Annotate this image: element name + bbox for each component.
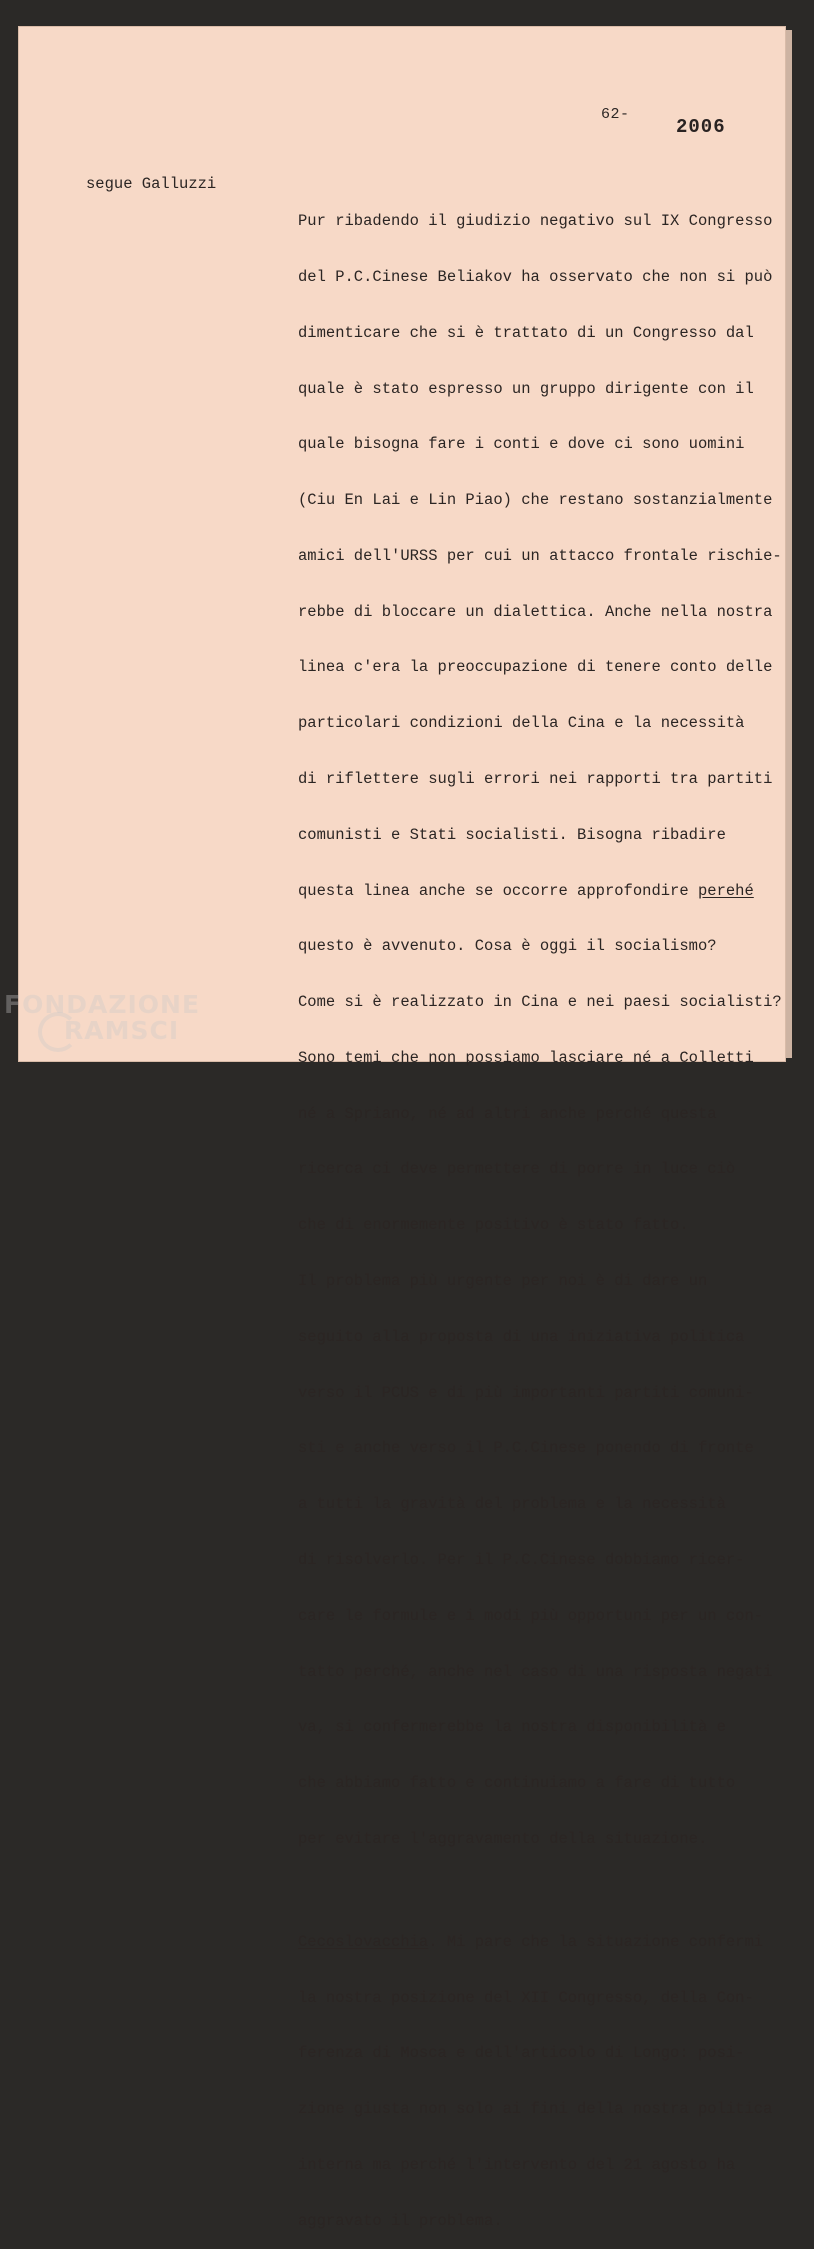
- text-line: Sono temi che non possiamo lasciare né a Colletti: [298, 1048, 754, 1067]
- text-line: tatto perché, anche nel caso di una risposta negati: [298, 1662, 773, 1681]
- text-line: ferenza di Mosca e dell'articolo di Longo: posi-: [298, 2044, 745, 2063]
- page-number: 62-: [601, 106, 630, 123]
- text-line-with-underline: [298, 882, 798, 901]
- text-line: seguito alla proposta di una iniziativa politica: [298, 1327, 745, 1346]
- text-line: verso il PCUS e di più importanti partiti comuni-: [298, 1383, 754, 1402]
- text-line: a tutti la gravità del problema e la necessità: [298, 1495, 726, 1514]
- text-fragment: questa linea anche se occorre approfondire: [298, 881, 698, 900]
- text-line: sti e anche verso il P.C.Cinese ponendo di fronte: [298, 1439, 754, 1458]
- text-line: ricerca ci deve permettere di porre in luce ciò: [298, 1160, 736, 1179]
- text-line: di risolverlo. Per il P.C.Cinese dobbiamo ricer-: [298, 1550, 745, 1569]
- text-line: questo è avvenuto. Cosa è oggi il socialismo?: [298, 937, 717, 956]
- text-line: che di enormemente positivo è stato fatto.: [298, 1216, 689, 1235]
- text-line: interna ma perché l'intervento del 21 agosto ha: [298, 2155, 736, 2174]
- text-line: particolari condizioni della Cina e la necessità: [298, 714, 745, 733]
- text-line: aggravato il problema.: [298, 2211, 503, 2230]
- text-line: care le formule e i modi più opportuni per un con-: [298, 1606, 764, 1625]
- speaker-label: segue Galluzzi: [86, 175, 217, 193]
- archive-watermark: [4, 990, 204, 1070]
- text-line: zione giusta non solo ai fini della nostra politica: [298, 2100, 773, 2119]
- paragraph2-first-line: [298, 1933, 798, 1952]
- text-line: va, si confermerebbe la nostra disponibilità e: [298, 1718, 726, 1737]
- document-number: 2006: [676, 116, 726, 138]
- text-fragment: . Mi pare che la situazione confermi: [428, 1932, 764, 1951]
- text-line: né a Spriano, né ad altri anche perché questa: [298, 1104, 717, 1123]
- text-line: per evitare l'aggravamento della situazione.: [298, 1829, 708, 1848]
- text-line: dimenticare che si è trattato di un Congresso dal: [298, 323, 754, 342]
- text-line: amici dell'URSS per cui un attacco frontale rischie-: [298, 546, 782, 565]
- text-line: comunisti e Stati socialisti. Bisogna ribadire: [298, 825, 726, 844]
- text-line: che abbiamo fatto e continuiamo a fare di tutto: [298, 1774, 736, 1793]
- text-line: di riflettere sugli errori nei rapporti tra partiti: [298, 770, 773, 788]
- text-line: Come si è realizzato in Cina e nei paesi socialisti?: [298, 993, 782, 1012]
- text-line: quale bisogna fare i conti e dove ci sono uomini: [298, 435, 745, 454]
- paragraph-gap: [298, 1886, 798, 1896]
- watermark-line-1: FONDAZIONE: [4, 990, 201, 1019]
- text-line: del P.C.Cinese Beliakov ha osservato che non si può: [298, 267, 773, 286]
- text-line: quale è stato espresso un gruppo dirigente con il: [298, 379, 754, 398]
- watermark-line-2: RAMSCI: [64, 1016, 180, 1045]
- text-line: Pur ribadendo il giudizio negativo sul IX Congresso: [298, 212, 773, 231]
- text-line: Il problema più urgente per noi è di dare un: [298, 1272, 708, 1291]
- text-line: la nostra posizione del XII Congresso, della Con-: [298, 1988, 754, 2007]
- document-body: [298, 175, 798, 2249]
- text-line: (Ciu En Lai e Lin Piao) che restano sostanzialmente: [298, 491, 773, 510]
- text-line: rebbe di bloccare un dialettica. Anche nella nostra: [298, 602, 773, 621]
- underlined-word: perehé: [697, 881, 754, 900]
- text-line: linea c'era la preoccupazione di tenere conto delle: [298, 658, 773, 677]
- section-heading-cecoslovacchia: Cecoslovacchia: [298, 1932, 429, 1951]
